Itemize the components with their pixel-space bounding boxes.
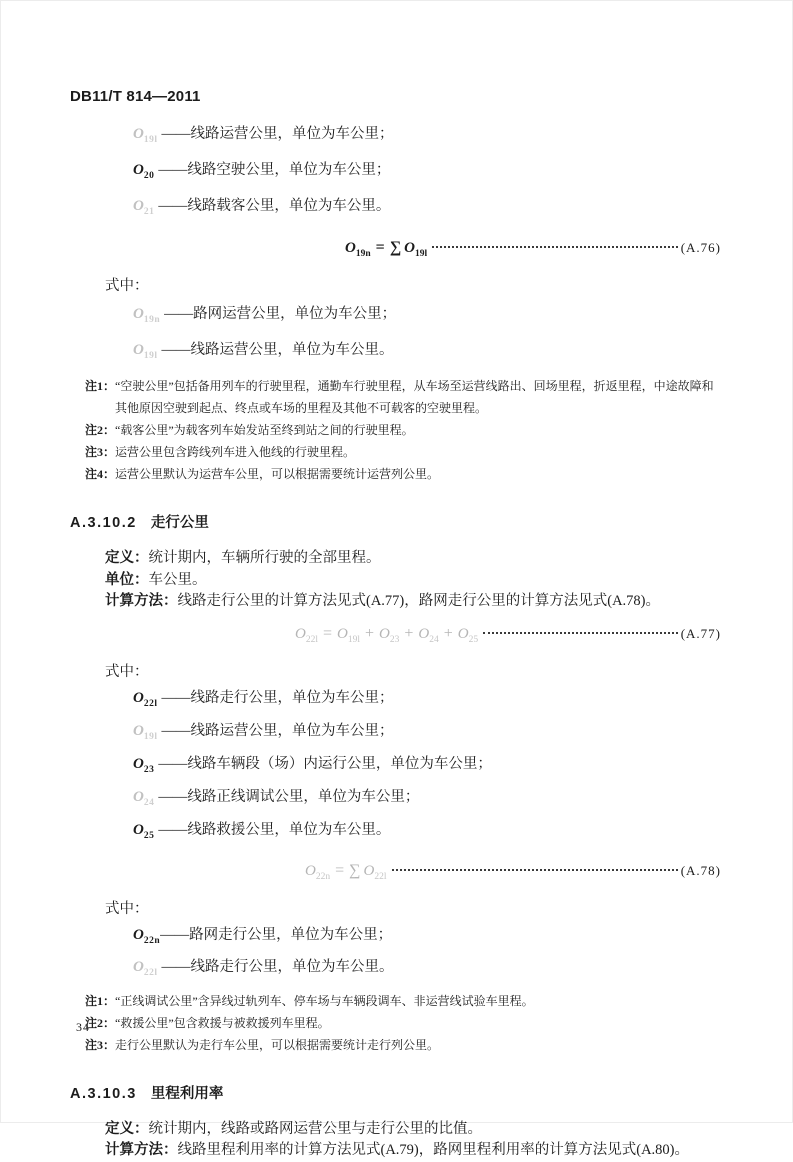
dotted-leader <box>392 869 678 871</box>
formula-expression: $O_{23}$ <box>379 625 400 645</box>
formula-expression: $O_{19n}$ <box>345 240 371 259</box>
formula-expression: $O_{22n}$ <box>305 862 331 882</box>
formula-reference: (A.76) <box>680 240 721 255</box>
note-text: “空驶公里”包括备用列车的行驶里程，通勤车行驶里程，从车场至运营线路出、回场里程，折返里程，中途故障和其他原因空驶到起点、终点或车场的里程及其他不可载客的空驶里程。 <box>115 379 714 415</box>
section-title: 里程利用率 <box>150 1085 224 1102</box>
notes-group-2 <box>70 990 721 1056</box>
variable-symbol: $O_{25}$ <box>133 821 155 841</box>
variable-definition <box>133 718 721 751</box>
variable-desc: ——线路走行公里，单位为车公里； <box>161 689 394 706</box>
plus-sign: + <box>404 624 414 642</box>
method-text: 线路走行公里的计算方法见式(A.77)，路网走行公里的计算方法见式(A.78)。 <box>177 593 661 609</box>
variable-symbol: $O_{24}$ <box>133 788 155 808</box>
method-label: 计算方法： <box>105 1142 178 1158</box>
note-text: 走行公里默认为走行车公里，可以根据需要统计走行列公里。 <box>115 1037 440 1052</box>
variable-definition <box>133 685 721 718</box>
note-label: 注1： <box>85 993 116 1008</box>
note <box>85 441 721 463</box>
variable-desc: ——线路运营公里，单位为车公里； <box>161 126 394 142</box>
note-label: 注2： <box>85 423 116 437</box>
variable-symbol: $O_{19l}$ <box>133 722 158 742</box>
note <box>85 1012 721 1034</box>
variable-desc: ——线路运营公里，单位为车公里。 <box>161 342 394 358</box>
note-label: 注4： <box>85 467 116 481</box>
formula-a77 <box>70 625 721 645</box>
sigma-symbol: ∑ <box>389 239 402 256</box>
note-text: “正线调试公里”含异线过轨列车、停车场与车辆段调车、非运营线试验车里程。 <box>115 993 534 1008</box>
note-label: 注2： <box>85 1015 116 1030</box>
dotted-leader <box>432 246 678 248</box>
unit-line <box>105 570 721 592</box>
variable-symbol: $O_{19n}$ <box>133 306 161 325</box>
plus-sign: + <box>365 624 375 642</box>
variable-symbol: $O_{22l}$ <box>133 958 158 978</box>
note <box>85 463 721 485</box>
note-label: 注1： <box>85 379 116 393</box>
variable-list-3 <box>70 685 721 850</box>
note <box>85 375 721 419</box>
method-line <box>105 1140 721 1162</box>
note-text: 运营公里默认为运营车公里，可以根据需要统计运营列公里。 <box>115 467 440 481</box>
variable-definition <box>133 299 721 335</box>
equals-sign: = <box>375 239 385 256</box>
note-label: 注3： <box>85 1037 116 1052</box>
variable-symbol: $O_{23}$ <box>133 755 155 775</box>
variable-symbol: $O_{22n}$ <box>133 926 161 946</box>
note <box>85 990 721 1012</box>
variable-symbol: $O_{20}$ <box>133 162 155 181</box>
variable-desc: ——线路救援公里，单位为车公里。 <box>158 821 391 838</box>
variable-symbol: $O_{22l}$ <box>133 689 158 709</box>
page-number: 34 <box>76 1020 90 1034</box>
formula-a76 <box>70 239 721 259</box>
variable-desc: ——线路正线调试公里，单位为车公里； <box>158 788 420 805</box>
variable-definition <box>133 784 721 817</box>
plus-sign: + <box>443 624 453 642</box>
equals-sign: = <box>335 861 345 879</box>
variable-symbol: $O_{19l}$ <box>133 126 158 145</box>
variable-symbol: $O_{21}$ <box>133 198 155 217</box>
section-title: 走行公里 <box>150 515 209 531</box>
where-label: 式中： <box>105 900 149 917</box>
notes-group-1 <box>70 375 721 485</box>
equals-sign: = <box>322 624 333 642</box>
formula-a78 <box>70 862 721 882</box>
formula-expression: $O_{22l}$ <box>363 862 387 882</box>
variable-list-1 <box>70 119 721 227</box>
method-line <box>105 591 721 613</box>
where-label: 式中： <box>105 278 149 294</box>
variable-desc: ——线路走行公里，单位为车公里。 <box>161 958 394 975</box>
variable-desc: ——线路空驶公里，单位为车公里； <box>158 162 391 178</box>
section-heading-a3102 <box>70 511 721 532</box>
document-header: DB11/T 814—2011 <box>70 88 201 105</box>
variable-list-4 <box>70 922 721 986</box>
formula-reference: (A.77) <box>680 625 721 641</box>
unit-text: 车公里。 <box>148 571 207 588</box>
section-number: A.3.10.3 <box>70 1085 137 1102</box>
variable-definition <box>133 817 721 850</box>
formula-expression: $O_{24}$ <box>418 625 439 645</box>
method-label: 计算方法： <box>105 593 178 609</box>
variable-definition <box>133 335 721 371</box>
formula-expression: $O_{22l}$ <box>295 625 318 645</box>
definition-text: 统计期内，车辆所行驶的全部里程。 <box>148 550 381 566</box>
formula-expression: $O_{19l}$ <box>337 625 360 645</box>
variable-definition <box>133 191 721 227</box>
note-label: 注3： <box>85 445 116 459</box>
variable-desc: ——线路载客公里，单位为车公里。 <box>158 198 391 214</box>
variable-definition <box>133 751 721 784</box>
definition-label: 定义： <box>105 550 149 566</box>
formula-expression: $O_{19l}$ <box>404 240 428 259</box>
note-text: “载客公里”为载客列车始发站至终到站之间的行驶里程。 <box>115 423 414 437</box>
definition-label: 定义： <box>105 1120 149 1137</box>
section-heading-a3103 <box>70 1082 721 1103</box>
variable-list-2 <box>70 299 721 371</box>
sigma-symbol: ∑ <box>349 861 361 879</box>
definition-line <box>105 548 721 570</box>
variable-symbol: $O_{19l}$ <box>133 342 158 361</box>
variable-definition <box>133 119 721 155</box>
variable-definition <box>133 954 721 986</box>
variable-definition <box>133 155 721 191</box>
definition-line <box>105 1119 721 1141</box>
variable-desc: ——线路车辆段（场）内运行公里，单位为车公里； <box>158 755 492 772</box>
note <box>85 419 721 441</box>
formula-reference: (A.78) <box>680 862 721 878</box>
note-text: 运营公里包含跨线列车进入他线的行驶里程。 <box>115 445 356 459</box>
method-text: 线路里程利用率的计算方法见式(A.79)，路网里程利用率的计算方法见式(A.80)。 <box>177 1142 690 1158</box>
variable-definition <box>133 922 721 954</box>
note <box>85 1034 721 1056</box>
where-label: 式中： <box>105 663 149 680</box>
section-number: A.3.10.2 <box>70 515 137 531</box>
dotted-leader <box>483 632 678 634</box>
formula-expression: $O_{25}$ <box>457 625 479 645</box>
variable-desc: ——路网运营公里，单位为车公里； <box>164 306 397 322</box>
definition-text: 统计期内，线路或路网运营公里与走行公里的比值。 <box>148 1120 482 1137</box>
note-text: “救援公里”包含救援与被救援列车里程。 <box>115 1015 330 1030</box>
variable-desc: ——线路运营公里，单位为车公里； <box>161 722 394 739</box>
variable-desc: ——路网走行公里，单位为车公里； <box>160 926 393 943</box>
unit-label: 单位： <box>105 571 149 588</box>
